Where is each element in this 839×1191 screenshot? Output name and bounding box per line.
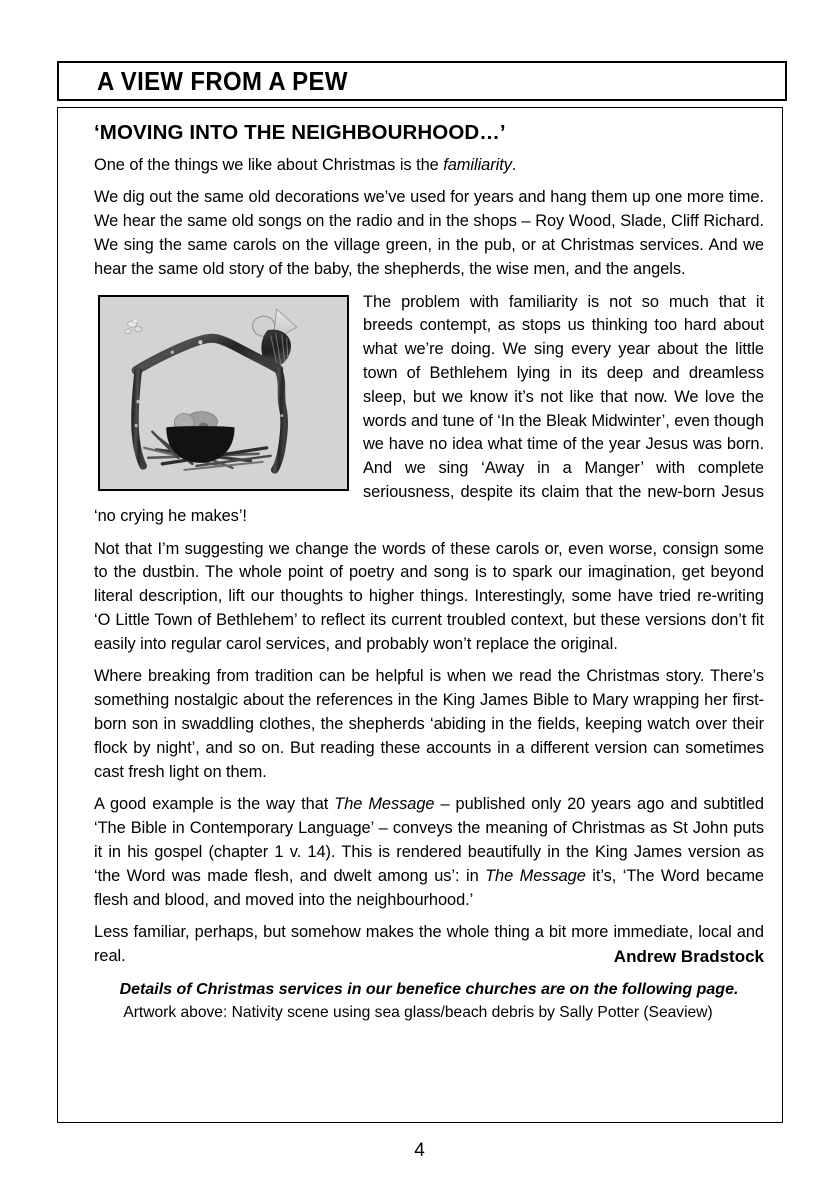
- article-heading: ‘MOVING INTO THE NEIGHBOURHOOD…’: [94, 121, 506, 144]
- paragraph-less-familiar: Less familiar, perhaps, but somehow makes the whole thing a bit more immediate, local and real.: [94, 923, 764, 966]
- section-header-box: [57, 61, 787, 101]
- author-byline: Andrew Bradstock: [613, 947, 764, 967]
- paragraph-familiarity: The problem with familiarity is not so much that it breeds contempt, as stops us thinking too hard about what we’re doing. We sing every year about the little town of Bethlehem lying in its deep and dreamless sleep, but we know it’s not like that now. We love the words and tune of ‘In the Bleak Midwinter’, even though we have no idea what time of the year Jesus was born. And we sing ‘Away in a Manger’ with complete seriousness, despite its claim that the new-born Jesus ‘no crying he makes’!: [94, 292, 764, 525]
- nativity-artwork-image: [98, 295, 349, 491]
- paragraph-the-message: A good example is the way that The Message – published only 20 years ago and subtitled ‘The Bible in Contemporary Language’ – conveys the meaning of Christmas as St John puts it in his gospel (chapter 1 v. 14). This is rendered beautifully in the King James version as ‘the Word was made flesh, and dwelt among us’: in The Message it’s, ‘The Word became flesh and blood, and moved into the neighbourhood.’: [94, 795, 764, 909]
- page-title: A VIEW FROM A PEW: [97, 66, 348, 96]
- paragraph-intro: One of the things we like about Christmas is the familiarity.: [94, 155, 517, 174]
- page-number: 4: [414, 1140, 425, 1161]
- closing-block: [94, 921, 764, 968]
- paragraph-decorations: We dig out the same old decorations we’ve used for years and hang them up one more time. We hear the same old songs on the radio and in the shops – Roy Wood, Slade, Cliff Richard. We sing the same carols on the village green, in the pub, or at Christmas services. And we hear the same old story of the baby, the shepherds, the wise men, and the angels.: [94, 188, 764, 278]
- services-notice: Details of Christmas services in our benefice churches are on the following page.: [119, 980, 739, 998]
- paragraph-breaking-tradition: Where breaking from tradition can be helpful is when we read the Christmas story. There’s something nostalgic about the references in the King James Bible to Mary wrapping her first-born son in swaddling clothes, the shepherds ‘abiding in the fields, keeping watch over their flock by night’, and so on. But reading these accounts in a different version can sometimes cast fresh light on them.: [94, 667, 764, 781]
- paragraph-not-suggesting: Not that I’m suggesting we change the words of these carols or, even worse, consign some to the dustbin. The whole point of poetry and song is to spark our imagination, get beyond literal description, lift our thoughts to higher things. Interestingly, some have tried re-writing ‘O Little Town of Bethlehem’ to reflect its current troubled context, but these versions don’t fit easily into regular carol services, and probably won’t replace the original.: [94, 539, 764, 653]
- article-inner: [94, 122, 764, 1022]
- nativity-artwork-svg: [100, 297, 347, 489]
- artwork-credit: Artwork above: Nativity scene using sea glass/beach debris by Sally Potter (Seaview): [123, 1003, 713, 1021]
- article-container: [57, 107, 783, 1123]
